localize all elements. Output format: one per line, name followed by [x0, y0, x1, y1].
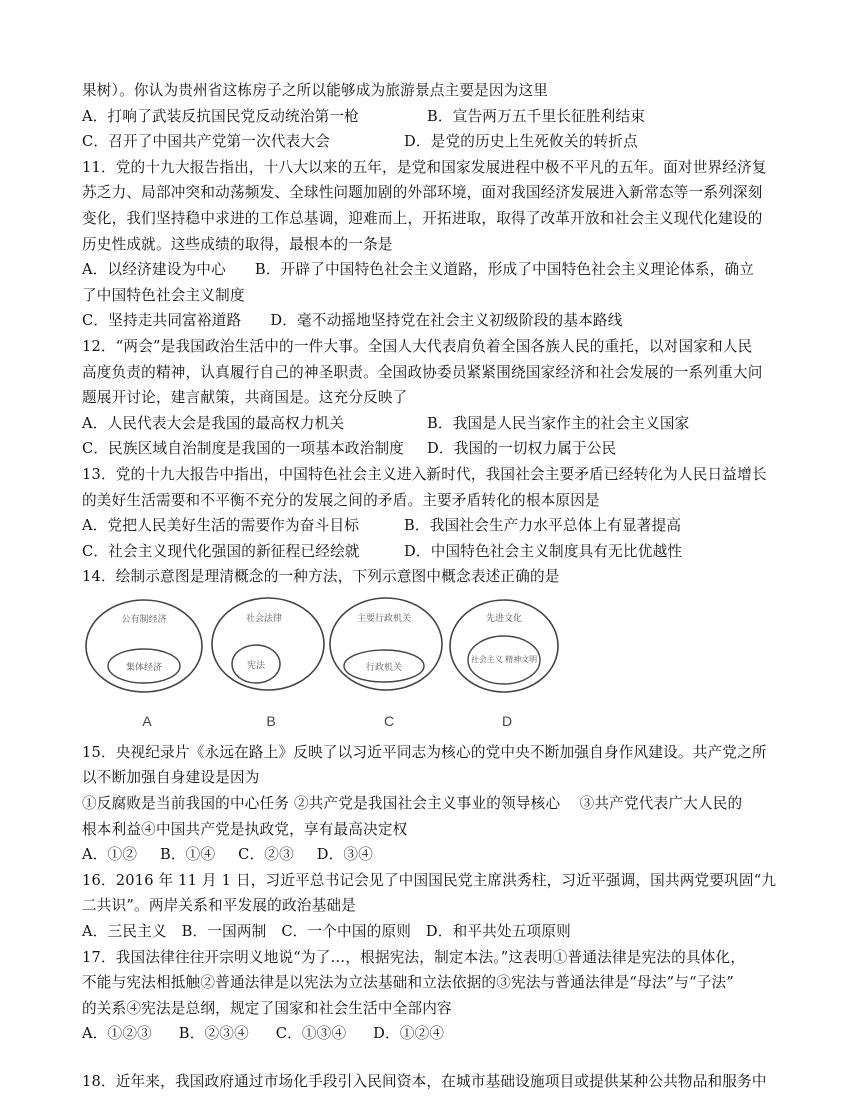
q12-stem-line-3: 题展开讨论，建言献策，共商国是。这充分反映了 — [82, 389, 408, 407]
q13-options-row2 — [82, 539, 782, 565]
q10-options-row1 — [82, 104, 782, 130]
q12-stem-line-1: 12．“两会”是我国政治生活中的一件大事。全国人大代表肩负着全国各族人民的重托，以对国家和人民 — [82, 337, 753, 355]
q11-options-ab: A．以经济建设为中心 B．开辟了中国特色社会主义道路，形成了中国特色社会主义理论体系，确立 — [82, 261, 755, 279]
diagram-c — [330, 598, 442, 729]
q12-stem-line-2: 高度负责的精神，认真履行自己的神圣职责。全国政协委员紧紧围绕国家经济和社会发展的一系列重大问 — [82, 363, 763, 381]
diagram-a-letter: A — [142, 712, 152, 729]
q10-option-c: C．召开了中国共产党第一次代表大会 — [82, 133, 331, 151]
q15-options — [82, 842, 782, 868]
diagram-c-letter: C — [383, 712, 395, 729]
q15-option-c: C．②③ — [238, 846, 294, 864]
q12-options-row2 — [82, 436, 782, 462]
q13-stem-line-1: 13．党的十九大报告中指出，中国特色社会主义进入新时代，我国社会主要矛盾已经转化为人民日益增长 — [82, 465, 767, 483]
q11-option-b-continued: 了中国特色社会主义制度 — [82, 286, 245, 304]
q12-option-c: C．民族区域自治制度是我国的一项基本政治制度 — [82, 440, 405, 458]
diagram-d — [450, 600, 558, 729]
diagram-d-outer-label: 先进文化 — [485, 612, 523, 623]
q10-option-b: B．宣告两万五千里长征胜利结束 — [427, 107, 646, 125]
q11-options-cd: C．坚持走共同富裕道路 D．毫不动摇地坚持党在社会主义初级阶段的基本路线 — [82, 312, 623, 330]
q13-option-a: A．党把人民美好生活的需要作为奋斗目标 — [82, 517, 360, 535]
diagram-d-inner-label: 社会主义 精神文明 — [470, 654, 538, 664]
q14-stem-line: 14．绘制示意图是理清概念的一种方法，下列示意图中概念表述正确的是 — [82, 568, 560, 586]
diagram-a — [86, 600, 202, 729]
q17-option-d: D．①②④ — [373, 1025, 445, 1043]
q15-option-b: B．①④ — [159, 846, 216, 864]
diagram-c-outer-label: 主要行政机关 — [356, 612, 412, 623]
q16-stem-line-2: 二共识”。两岸关系和平发展的政治基础是 — [82, 897, 356, 915]
q10-option-a: A．打响了武装反抗国民党反动统治第一枪 — [82, 107, 360, 125]
q17-stem-line-2: 不能与宪法相抵触②普通法律是以宪法为立法基础和立法依据的③宪法与普通法律是“母法”与“子法” — [82, 974, 734, 992]
q17-stem-line-1: 17．我国法律往往开宗明义地说“为了…，根据宪法，制定本法。”这表明①普通法律是宪法的具体化， — [82, 948, 746, 966]
q15-option-d: D．③④ — [316, 846, 374, 864]
q11-stem-line-2: 苏乏力、局部冲突和动荡频发、全球性问题加剧的外部环境，面对我国经济发展进入新常态等一系列深刻 — [82, 184, 763, 202]
q13-options-row1 — [82, 513, 782, 539]
q16-stem-line-1: 16．2016 年 11 月 1 日，习近平总书记会见了中国国民党主席洪秀柱，习近平强调，国共两党要巩固“九 — [82, 871, 777, 889]
q16-options — [82, 919, 782, 945]
q15-stem-line-2: 以不断加强自身建设是因为 — [82, 769, 260, 787]
exam-page — [82, 78, 782, 1095]
q13-stem-line-2: 的美好生活需要和不平衡不充分的发展之间的矛盾。主要矛盾转化的根本原因是 — [82, 491, 600, 509]
q15-stem-line-1: 15．央视纪录片《永远在路上》反映了以习近平同志为核心的党中央不断加强自身作风建设。共产党之所 — [82, 743, 767, 761]
q15-statements-line-1: ①反腐败是当前我国的中心任务 ②共产党是我国社会主义事业的领导核心 ③共产党代表广大人民的 — [82, 795, 743, 813]
q17-options — [82, 1021, 782, 1047]
q13-option-d: D．中国特色社会主义制度具有无比优越性 — [404, 542, 683, 560]
diagram-a-inner-label: 集体经济 — [125, 661, 163, 672]
q11-stem-line-1: 11．党的十九大报告指出，十八大以来的五年，是党和国家发展进程中极不平凡的五年。面对世界经济复 — [82, 158, 767, 176]
q17-stem-line-3: 的关系④宪法是总纲，规定了国家和社会生活中全部内容 — [82, 999, 452, 1017]
q18-stem-line-1: 18．近年来，我国政府通过市场化手段引入民间资本，在城市基础设施项目或提供某种公共物品和服务中 — [82, 1073, 767, 1090]
q14-concept-diagrams — [84, 594, 564, 732]
q13-option-b: B．我国社会生产力水平总体上有显著提高 — [404, 517, 682, 535]
q10-option-d: D．是党的历史上生死攸关的转折点 — [404, 133, 638, 151]
q11-stem-line-4: 历史性成就。这些成绩的取得，最根本的一条是 — [82, 235, 393, 253]
diagram-a-outer-label: 公有制经济 — [121, 613, 167, 624]
q12-option-a: A．人民代表大会是我国的最高权力机关 — [82, 414, 345, 432]
q16-option-c: C．一个中国的原则 — [281, 923, 412, 941]
q12-options-row1 — [82, 411, 782, 437]
diagram-b-inner-label: 宪法 — [246, 659, 266, 670]
diagram-b-letter: B — [266, 712, 276, 729]
q11-stem-line-3: 变化，我们坚持稳中求进的工作总基调，迎难而上，开拓进取，取得了改革开放和社会主义现代化建设的 — [82, 209, 763, 227]
q17-option-c: C．①③④ — [275, 1025, 347, 1043]
q17-option-b: B．②③④ — [178, 1025, 249, 1043]
diagram-b-outer-label: 社会法律 — [245, 612, 283, 623]
q17-option-a: A．①②③ — [82, 1025, 152, 1043]
q12-option-b: B．我国是人民当家作主的社会主义国家 — [427, 414, 690, 432]
q16-option-a: A．三民主义 — [82, 923, 167, 941]
q15-option-a: A．①② — [82, 846, 138, 864]
q15-statements-line-2: 根本利益④中国共产党是执政党，享有最高决定权 — [82, 820, 408, 838]
diagram-d-letter: D — [501, 712, 513, 729]
q13-option-c: C．社会主义现代化强国的新征程已经绘就 — [82, 542, 360, 560]
q12-option-d: D．我国的一切权力属于公民 — [427, 440, 617, 458]
q10-options-row2 — [82, 129, 782, 155]
q16-option-d: D．和平共处五项原则 — [425, 923, 571, 941]
q16-option-b: B．一国两制 — [181, 923, 267, 941]
q10-stem-line: 果树）。你认为贵州省这栋房子之所以能够成为旅游景点主要是因为这里 — [82, 82, 549, 99]
diagram-b — [212, 598, 324, 729]
diagram-c-inner-label: 行政机关 — [365, 661, 403, 672]
q14-diagram-svg — [84, 594, 564, 732]
